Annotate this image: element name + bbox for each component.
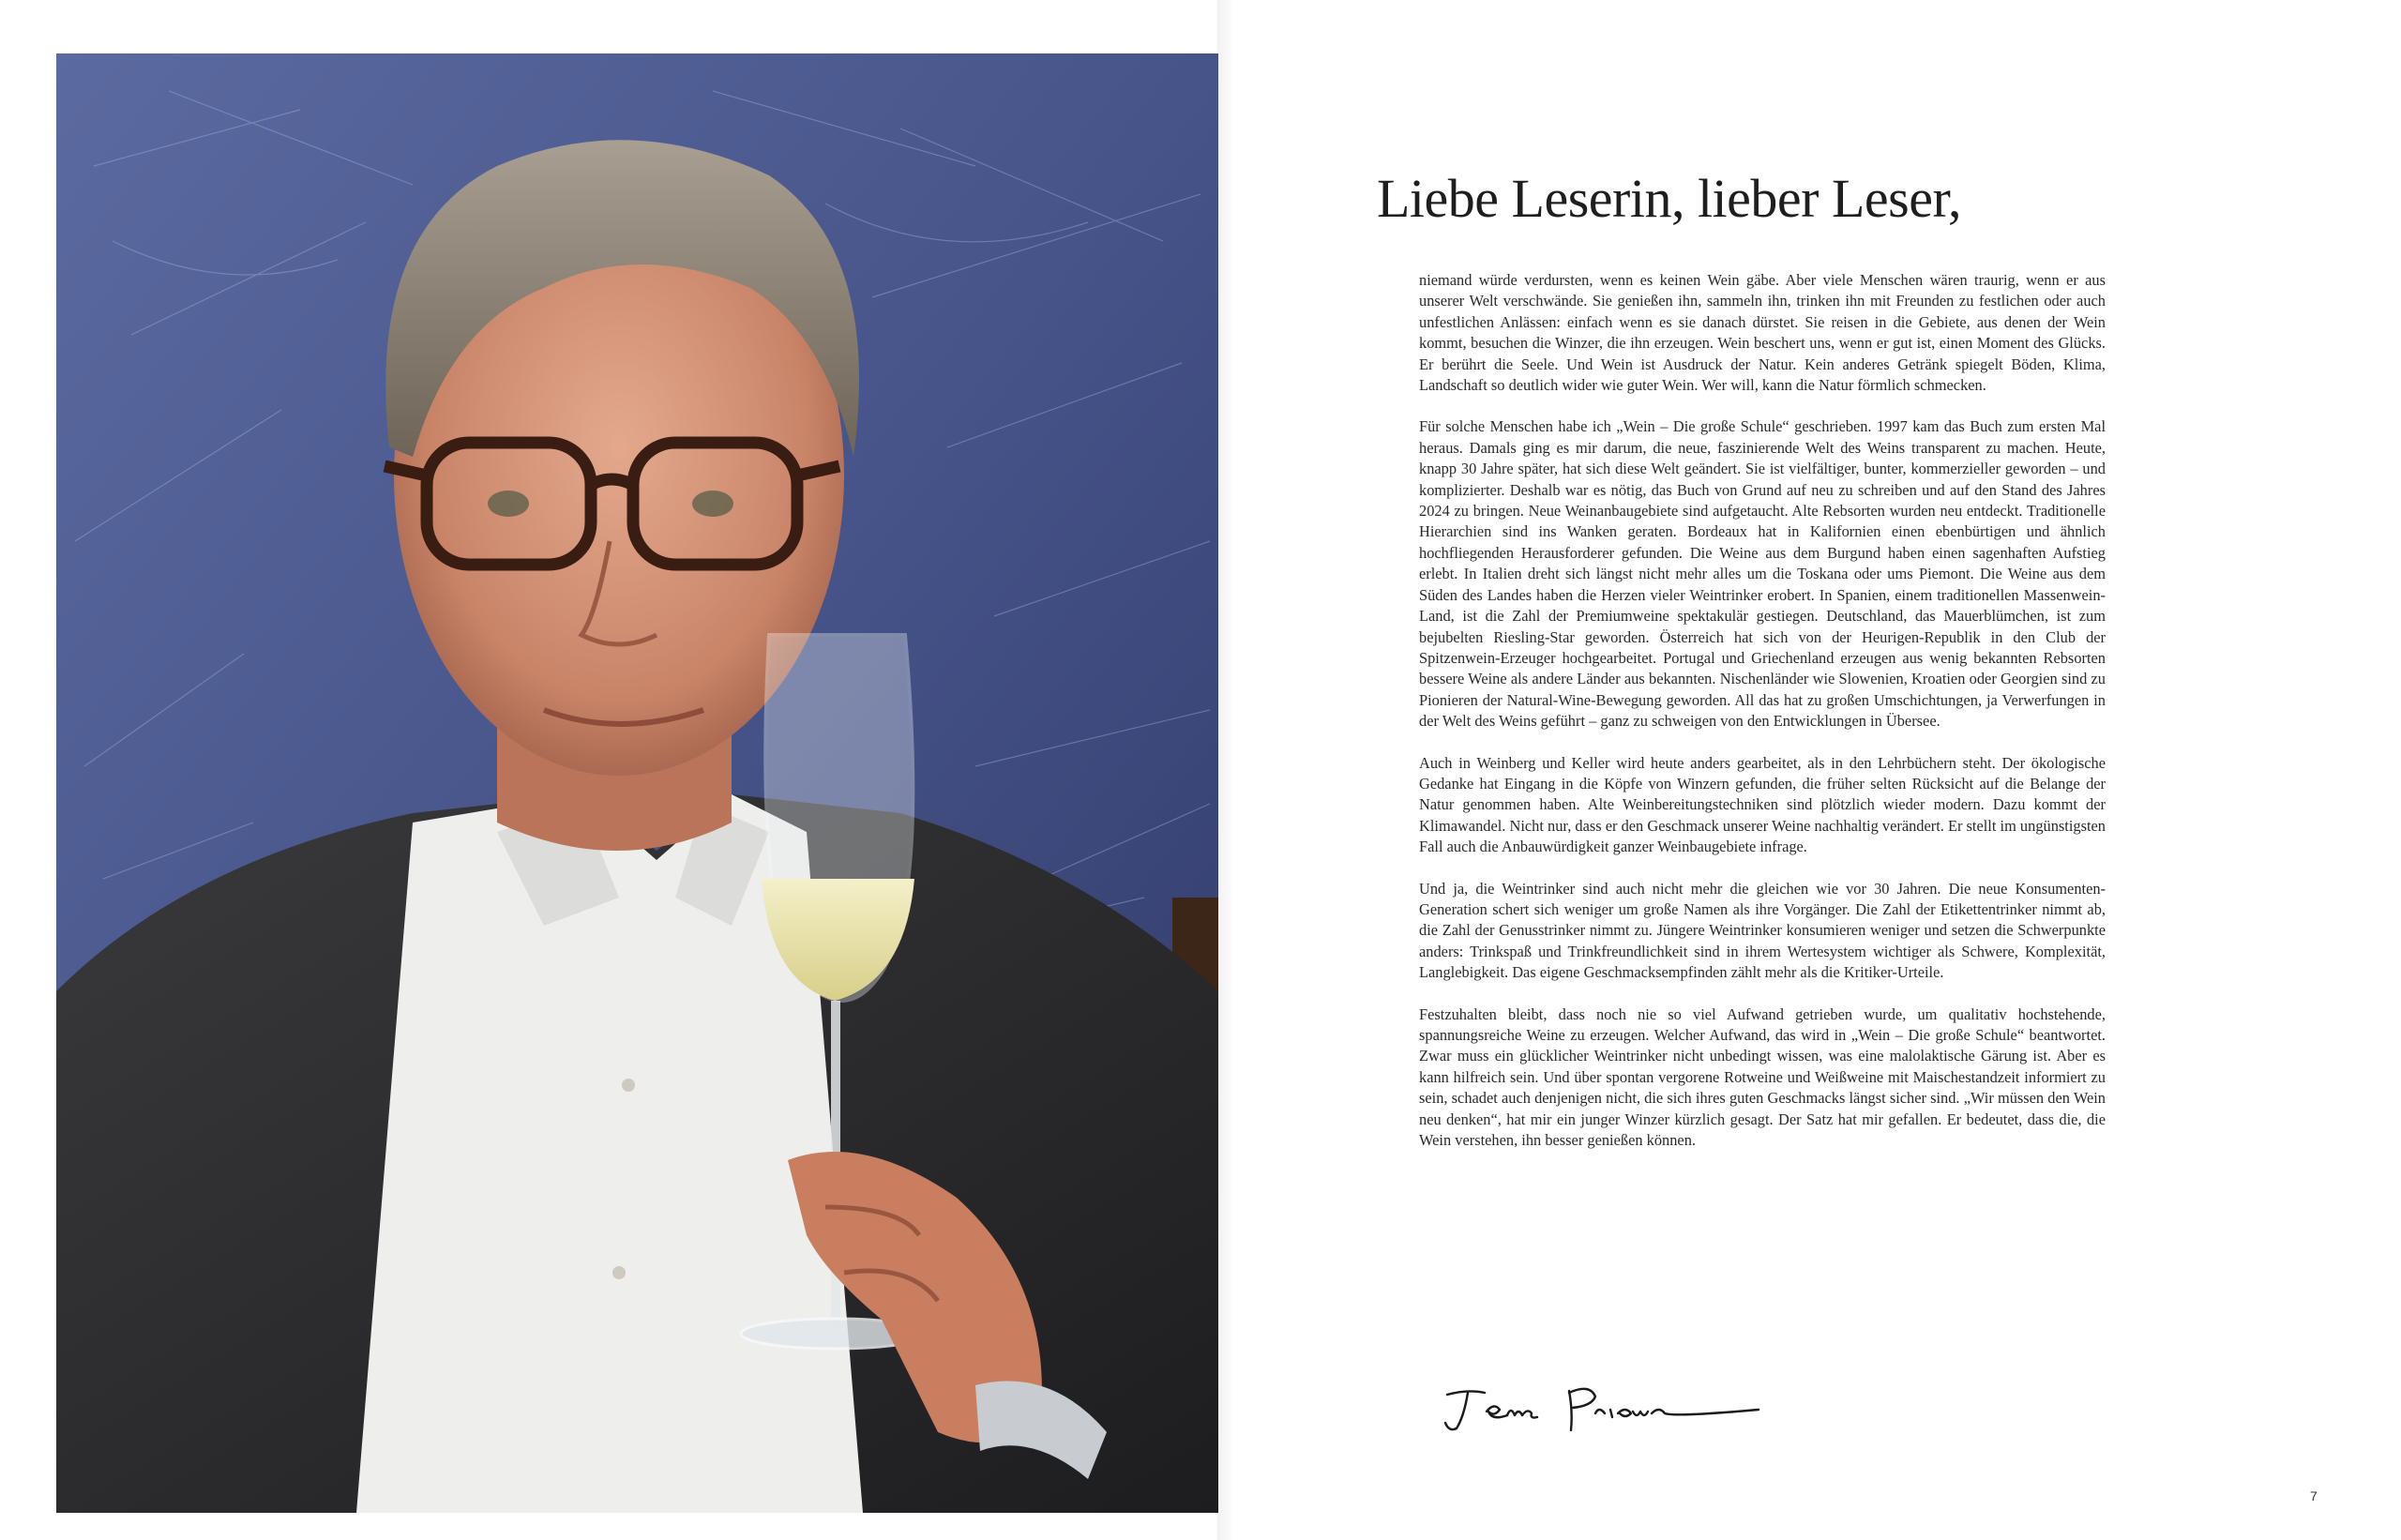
signature-scribble [1440,1374,1768,1440]
letter-body [1419,270,2106,1171]
letter-paragraph: niemand würde verdursten, wenn es keinen Wein gäbe. Aber viele Menschen wären traurig, wenn er aus unserer Welt verschwände. Sie genießen ihn, sammeln ihn, trinken ihn mit Freunden zu festlichen oder auch unfestlichen Anlässen: einfach wenn es sie danach dürstet. Sie reisen in die Gebiete, aus denen der Wein kommt, besuchen die Winzer, die ihn erzeugen. Wein beschert uns, wenn er gut ist, einen Moment des Glücks. Er berührt die Seele. Und Wein ist Ausdruck der Natur. Kein anderes Getränk spiegelt Böden, Klima, Landschaft so deutlich wider wie guter Wein. Wer will, kann die Natur förmlich schmecken. [1419,271,2106,395]
letter-paragraph: Und ja, die Weintrinker sind auch nicht mehr die gleichen wie vor 30 Jahren. Die neue Konsumenten-Generation schert sich weniger um große Namen als ihre Vorgänger. Die Zahl der Etikettentrinker nimmt ab, die Zahl der Genusstrinker nimmt zu. Jüngere Weintrinker konsumieren weniger und setzen die Schwerpunkte anders: Trinkspaß und Trinkfreundlichkeit sind in ihrem Wertesystem wichtiger als Schwere, Komplexität, Langlebigkeit. Das eigene Geschmacksempfinden zählt mehr als die Kritiker-Urteile. [1419,879,2106,982]
page-gutter [1217,0,1234,1540]
author-portrait-photo [56,53,1218,1513]
letter-headline: Liebe Leserin, lieber Leser, [1377,168,1961,229]
letter-paragraph: Für solche Menschen habe ich „Wein – Die große Schule“ geschrieben. 1997 kam das Buch zum ersten Mal heraus. Damals ging es mir darum, die neue, faszinierende Welt des Weins transparent zu machen. Heute, knapp 30 Jahre später, hat sich diese Welt geändert. Sie ist vielfältiger, bunter, kommerzieller geworden – und komplizierter. Deshalb war es nötig, das Buch von Grund auf neu zu schreiben und auf den Stand des Jahres 2024 zu bringen. Neue Weinanbaugebiete sind aufgetaucht. Alte Rebsorten wurden neu entdeckt. Traditionelle Hierarchien sind ins Wanken geraten. Bordeaux hat in Kalifornien einen ebenbürtigen und ähnlich hochfliegenden Herausforderer gefunden. Die Weine aus dem Burgund haben einen sagenhaften Aufstieg erlebt. In Italien dreht sich längst nicht mehr alles um die Toskana oder ums Piemont. Die Weine aus dem Süden des Landes haben die Herzen vieler Weintrinker erobert. In Spanien, einem traditionellen Massenwein-Land, ist die Zahl der Premiumweine spektakulär gestiegen. Deutschland, das Mauerblümchen, ist zum bejubelten Riesling-Star geworden. Österreich hat sich von der Heurigen-Republik in den Club der Spitzenwein-Erzeuger hochgearbeitet. Portugal und Griechenland erzeugen aus wenig bekannten Rebsorten bessere Weine als andere Länder aus bekannten. Nischenländer wie Slowenien, Kroatien oder Georgien sind zu Pionieren der Natural-Wine-Bewegung geworden. All das hat zu großen Umschichtungen, ja Verwerfungen in der Welt des Weins geführt – ganz zu schweigen von den Entwicklungen in Übersee. [1419,417,2106,731]
page-number: 7 [2310,1488,2318,1503]
letter-paragraph: Auch in Weinberg und Keller wird heute anders gearbeitet, als in den Lehrbüchern steht. Der ökologische Gedanke hat Eingang in die Köpfe von Winzern gefunden, die früher selten Rücksicht auf die Belange der Natur genommen haben. Alte Weinbereitungstechniken sind plötzlich wieder modern. Dazu kommt der Klimawandel. Nicht nur, dass er den Geschmack unserer Weine nachhaltig verändert. Er stellt im ungünstigsten Fall auch die Anbauwürdigkeit ganzer Weinbaugebiete infrage. [1419,753,2106,856]
portrait-illustration [56,53,1218,1513]
author-signature [1440,1374,1768,1440]
letter-paragraph: Festzuhalten bleibt, dass noch nie so viel Aufwand getrieben wurde, um qualitativ hochstehende, spannungsreiche Weine zu erzeugen. Welcher Aufwand, das wird in „Wein – Die große Schule“ beantwortet. Zwar muss ein glücklicher Weintrinker nicht unbedingt wissen, was eine malolaktische Gärung ist. Aber es kann hilfreich sein. Und über spontan vergorene Rotweine und Weißweine mit Maischestandzeit informiert zu sein, schadet auch denjenigen nicht, die sich ihres guten Geschmacks längst sicher sind. „Wir müssen den Wein neu denken“, hat mir ein junger Winzer kürzlich gesagt. Der Satz hat mir gefallen. Er bedeutet, dass die, die Wein verstehen, ihn besser genießen können. [1419,1004,2106,1150]
